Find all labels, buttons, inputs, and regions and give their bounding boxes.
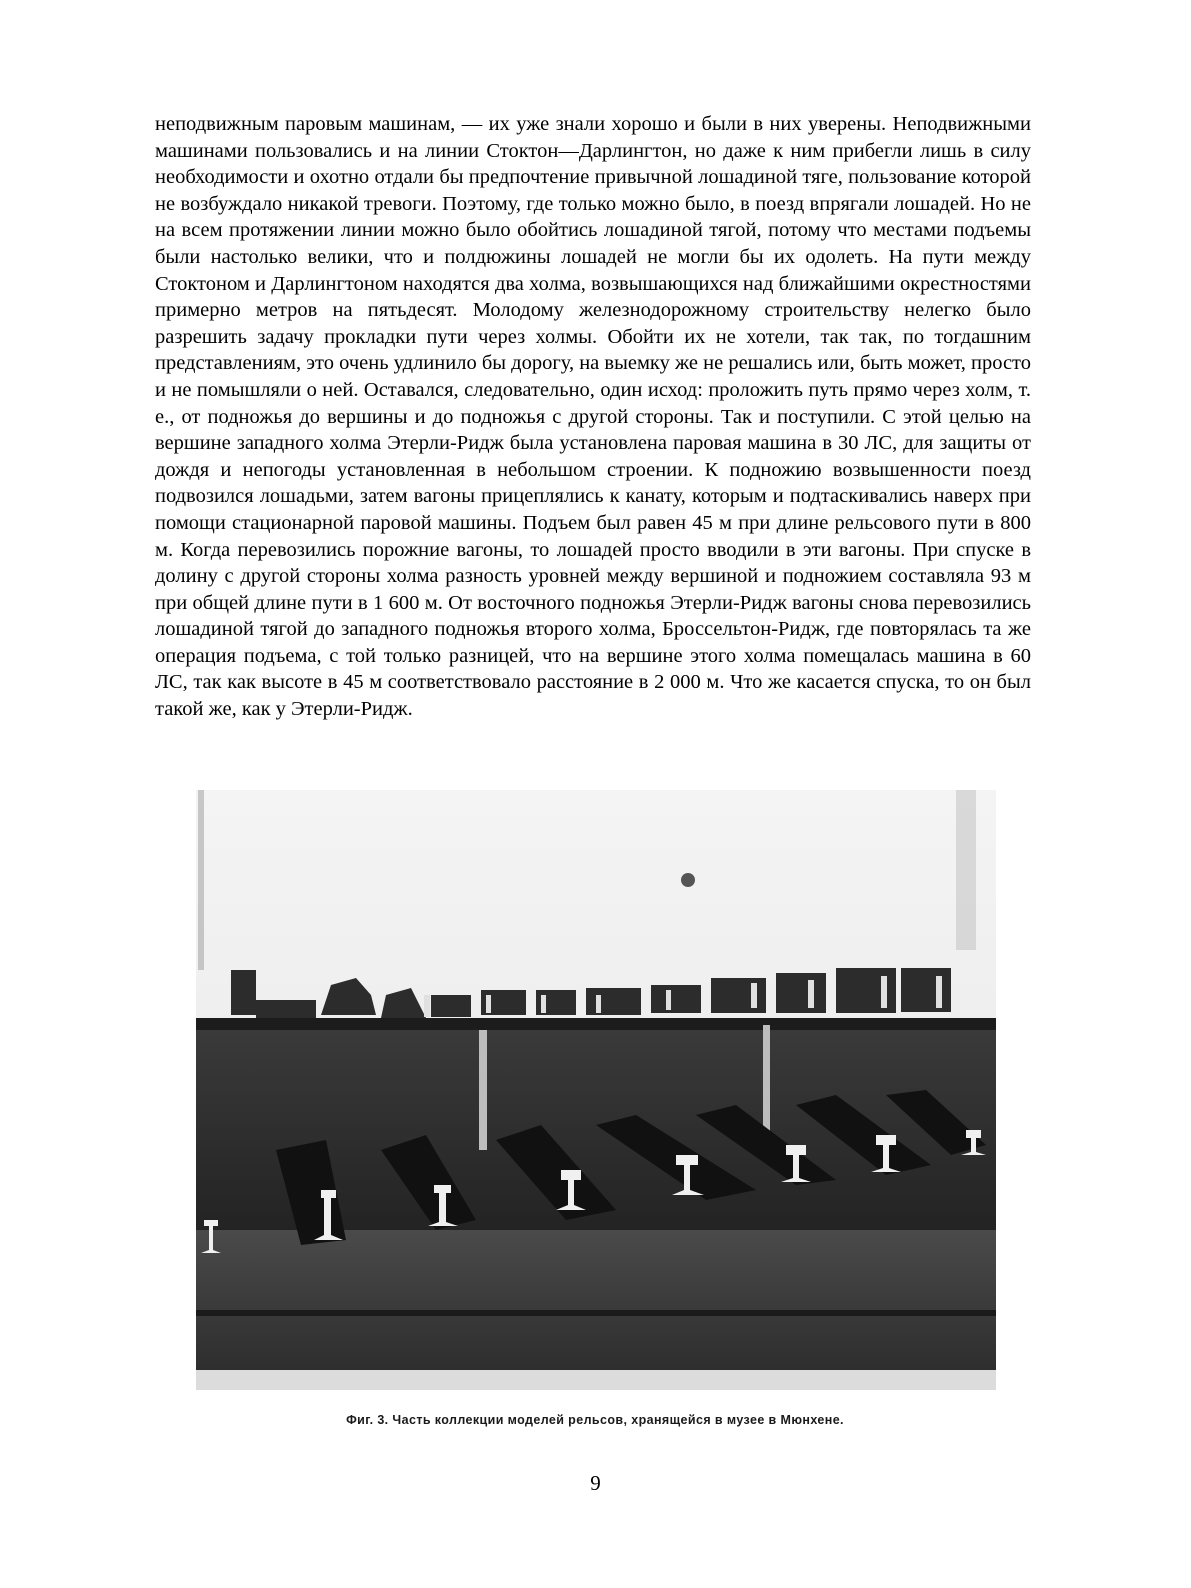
body-text (155, 111, 1031, 723)
page-number: 9 (590, 1471, 601, 1495)
paragraph: неподвижным паровым машинам, — их уже знали хорошо и были в них уверены. Неподвижными машинами пользовались и на линии Стоктон—Дарлингтон, но даже к ним прибегли лишь в силу необходимости и охотно отдали бы предпочтение привычной лошадиной тяге, пользование которой не возбуждало никакой тревоги. Поэтому, где только можно было, в поезд впрягали лошадей. Но не на всем протяжении линии можно было обойтись лошадиной тягой, потому что местами подъемы были настолько велики, что и полдюжины лошадей не могли бы их одолеть. На пути между Стоктоном и Дарлингтоном находятся два холма, возвышающихся над ближайшими окрестностями примерно метров на пятьдесят. Молодому железнодорожному строительству нелегко было разрешить задачу прокладки пути через холмы. Обойти их не хотели, так так, по тогдашним представлениям, это очень удлинило бы дорогу, на выемку же не решались или, быть может, просто и не помышляли о ней. Оставался, следовательно, один исход: проложить путь прямо через холм, т. е., от подножья до вершины и до подножья с другой стороны. Так и поступили. С этой целью на вершине западного холма Этерли-Ридж была установлена паровая машина в 30 ЛС, для защиты от дождя и непогоды установленная в небольшом строении. К подножию возвышенности поезд подвозился лошадьми, затем вагоны прицеплялись к канату, которым и подтаскивались наверх при помощи стационарной паровой машины. Подъем был равен 45 м при длине рельсового пути в 800 м. Когда перевозились порожние вагоны, то лошадей просто вводили в эти вагоны. При спуске в долину с другой стороны холма разность уровней между вершиной и подножием составляла 93 м при общей длине пути в 1 600 м. От восточного подножья Этерли-Ридж вагоны снова перевозились лошадиной тягой до западного подножья второго холма, Броссельтон-Ридж, где повторялась та же операция подъема, с той только разницей, что на вершине этого холма помещалась машина в 60 ЛС, так как высоте в 45 м соответствовало расстояние в 2 000 м. Что же касается спуска, то он был такой же, как у Этерли-Ридж. (155, 113, 1031, 721)
figure-caption: Фиг. 3. Часть коллекции моделей рельсов, хранящейся в музее в Мюнхене. (346, 1413, 844, 1427)
figure-photo-rail-models (196, 790, 996, 1390)
photo-image (196, 790, 996, 1390)
